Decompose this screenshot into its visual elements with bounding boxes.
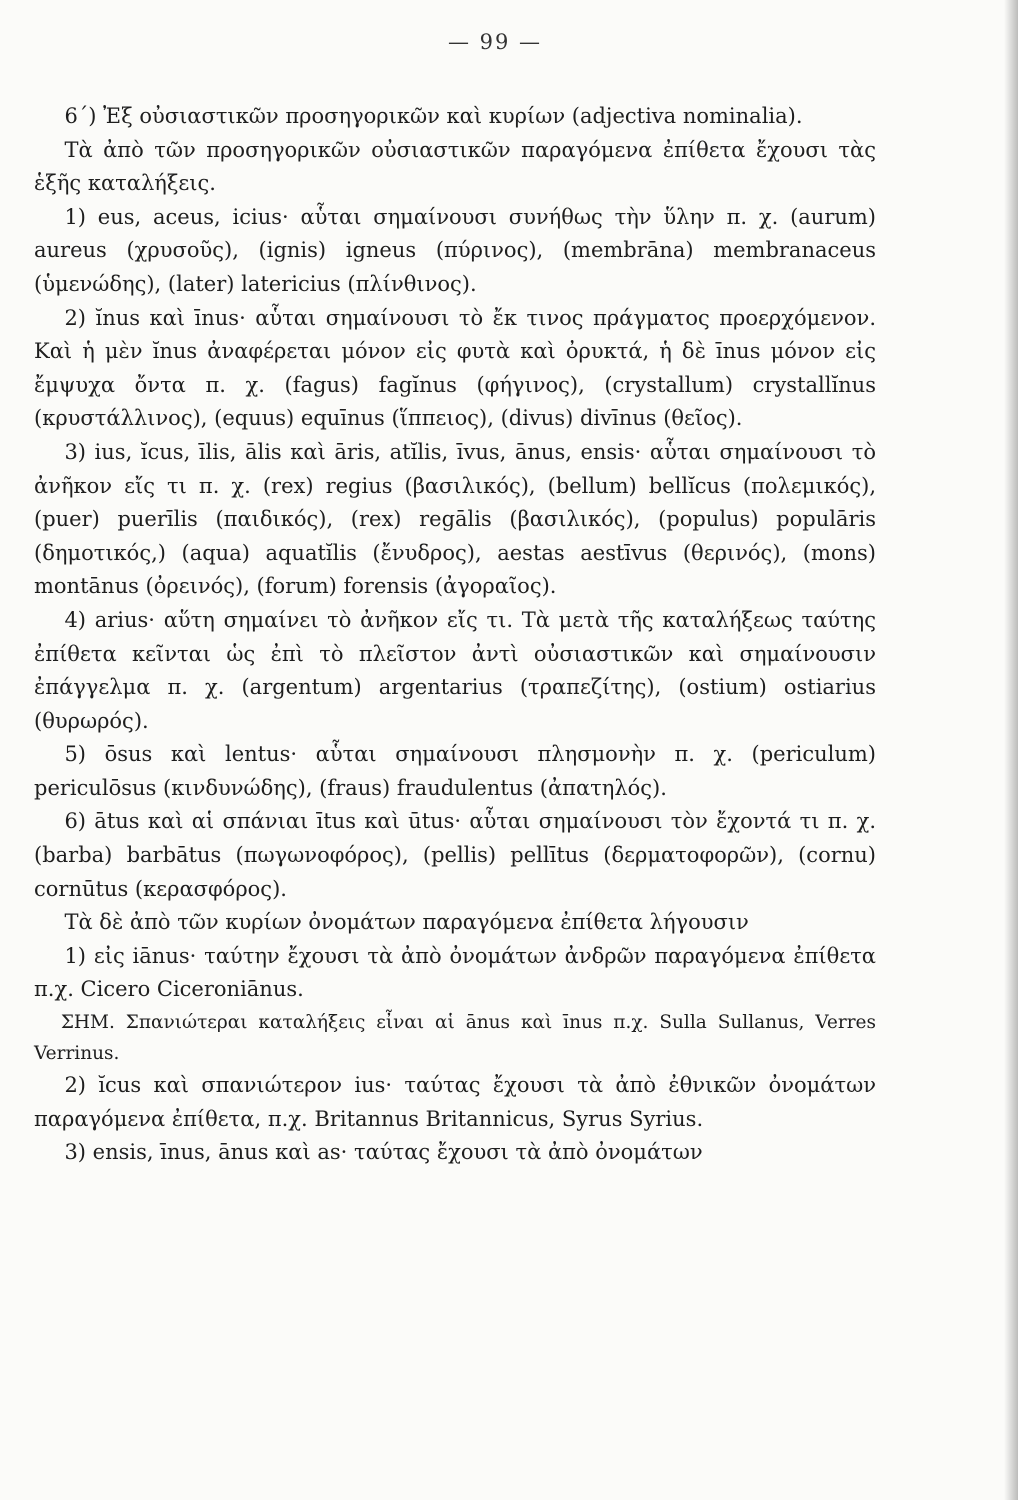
rule-3-ius: 3) ius, ĭcus, īlis, ālis καὶ āris, atĭlis, īvus, ānus, ensis· αὗται σημαίνουσι τὸ ἀνῆκον εἴς τι π. χ. (rex) regius (βασιλικός), (bellum) bellĭcus (πολεμικός), (puer) puerīlis (παιδικός), (rex) regālis (βασιλικός), (populus) populāris (δημοτικός,) (aqua) aquatĭlis (ἔνυδρος), aestas aestīvus (θερινός), (mons) montānus (ὀρεινός), (forum) forensis (ἀγοραῖος). bbox=[34, 439, 876, 599]
rule-5-osus: 5) ōsus καὶ lentus· αὗται σημαίνουσι πλησμονὴν π. χ. (periculum) periculōsus (κινδυνώδης), (fraus) fraudulentus (ἀπατηλός). bbox=[34, 742, 876, 800]
rule-4-arius: 4) arius· αὕτη σημαίνει τὸ ἀνῆκον εἴς τι. Τὰ μετὰ τῆς καταλήξεως ταύτης ἐπίθετα κεῖνται ὡς ἐπὶ τὸ πλεῖστον ἀντὶ οὐσιαστικῶν καὶ σημαίνουσιν ἐπάγγελμα π. χ. (argentum) argentarius (τραπεζίτης), (ostium) ostiarius (θυρωρός). bbox=[34, 607, 876, 733]
rule-6-atus: 6) ātus καὶ αἱ σπάνιαι ītus καὶ ūtus· αὗται σημαίνουσι τὸν ἔχοντά τι π. χ. (barba) barbātus (πωγωνοφόρος), (pellis) pellītus (δερματοφορῶν), (cornu) cornūtus (κερασφόρος). bbox=[34, 809, 876, 901]
rule-2-inus: 2) ĭnus καὶ īnus· αὗται σημαίνουσι τὸ ἔκ τινος πράγματος προερχόμενον. Καὶ ἡ μὲν ĭnus ἀναφέρεται μόνον εἰς φυτὰ καὶ ὀρυκτά, ἡ δὲ īnus μόνον εἰς ἔμψυχα ὄντα π. χ. (fagus) fagĭnus (φήγινος), (crystallum) crystallĭnus (κρυστάλλινος), (equus) equīnus (ἵππειος), (divus) divīnus (θεῖος). bbox=[34, 305, 876, 431]
section-heading: 6΄) Ἐξ οὐσιαστικῶν προσηγορικῶν καὶ κυρίων (adjectiva nominalia). bbox=[64, 104, 803, 128]
proper-rule-2-icus: 2) ĭcus καὶ σπανιώτερον ius· ταύτας ἔχουσι τὰ ἀπὸ ἐθνικῶν ὀνομάτων παραγόμενα ἐπίθετα, π.χ. Britannus Britannicus, Syrus Syrius. bbox=[34, 1073, 876, 1131]
note-paragraph: ΣΗΜ. Σπανιώτεραι καταλήξεις εἶναι αἱ ānus καὶ īnus π.χ. Sulla Sullanus, Verres Verrinus. bbox=[34, 1012, 876, 1065]
proper-names-intro: Τὰ δὲ ἀπὸ τῶν κυρίων ὀνομάτων παραγόμενα ἐπίθετα λήγουσιν bbox=[64, 910, 749, 935]
proper-rule-1-ianus: 1) εἰς iānus· ταύτην ἔχουσι τὰ ἀπὸ ὀνομάτων ἀνδρῶν παραγόμενα ἐπίθετα π.χ. Cicero Ciceroniānus. bbox=[34, 943, 876, 1002]
page-edge-shadow bbox=[1004, 0, 1018, 1500]
book-page bbox=[34, 30, 876, 1170]
intro-paragraph: Τὰ ἀπὸ τῶν προσηγορικῶν οὐσιαστικῶν παραγόμενα ἐπίθετα ἔχουσι τὰς ἑξῆς καταλήξεις. bbox=[34, 137, 876, 196]
page-number: — 99 — bbox=[447, 30, 543, 54]
proper-rule-3-ensis: 3) ensis, īnus, ānus καὶ as· ταύτας ἔχουσι τὰ ἀπὸ ὀνομάτων bbox=[64, 1140, 703, 1165]
rule-1-eus: 1) eus, aceus, icius· αὗται σημαίνουσι συνήθως τὴν ὕλην π. χ. (aurum) aureus (χρυσοῦς), (ignis) igneus (πύρινος), (membrāna) membranaceus (ὑμενώδης), (later) latericius (πλίνθινος). bbox=[34, 204, 876, 296]
